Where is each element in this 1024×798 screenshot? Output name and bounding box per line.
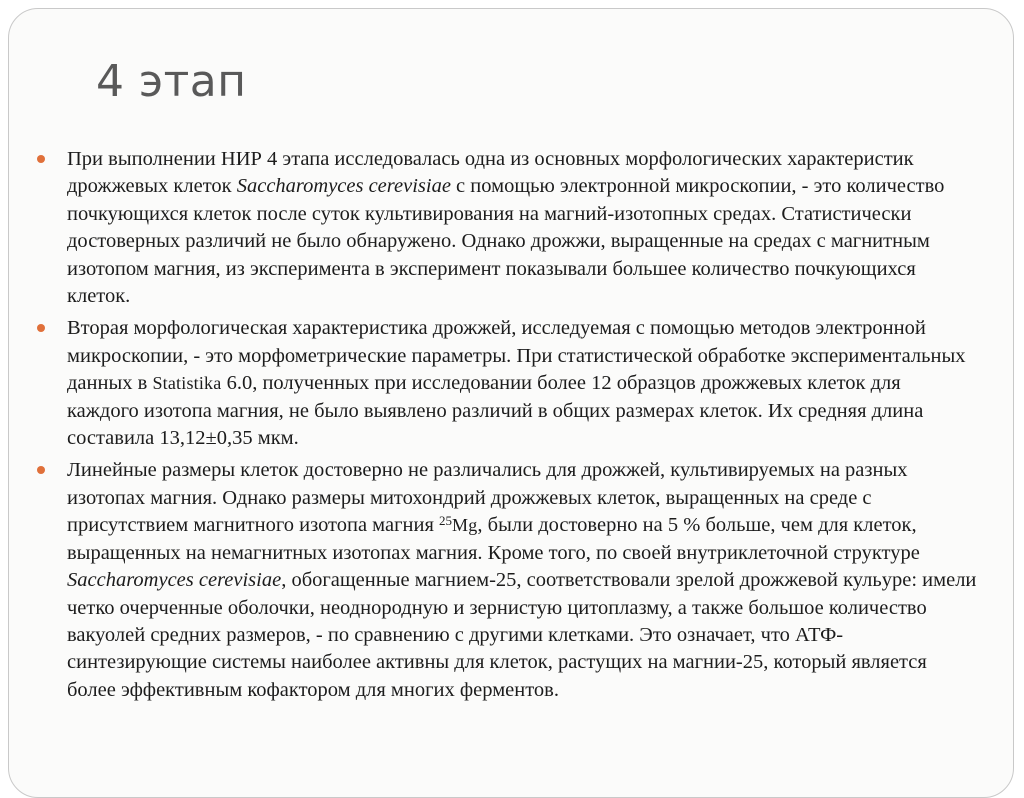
bullet-item-1 — [37, 146, 977, 310]
bullet-item-3 — [37, 457, 977, 704]
bullet-2-text-part-1: Вторая морфологическая характеристика дрожжей, исследуемая с помощью методов электронной микроскопии, - это морфометрические параметры. При статистической обработке экспериментальных данных в — [67, 317, 966, 395]
bullet-item-2 — [37, 315, 977, 452]
isotope-mass-number: 25 — [439, 513, 453, 529]
bullet-1-text-part-2: с помощью электронной микроскопии, - это количество почкующихся клеток после суток культивирования на магний-изотопных средах. Статистически достоверных различий не было обнаружено. Однако дрожжи, выращенные на средах с магнитным изотопом магния, из эксперимента в эксперимент показывали большее количество почкующихся клеток. — [67, 175, 945, 308]
bullet-3-text-part-1: Линейные размеры клеток достоверно не различались для дрожжей, культивируемых на разных изотопах магния. Однако размеры митохондрий дрожжевых клеток, выращенных на среде с присутствием магнитного изотопа магния — [67, 459, 908, 537]
bullet-2-text-part-2: 6.0, полученных при исследовании более 12 образцов дрожжевых клеток для каждого изотопа магния, не было выявлено различий в общих размерах клеток. Их средняя длина составила 13,12±0,35 мкм. — [67, 372, 924, 450]
species-name: Saccharomyces cerevisiae — [236, 175, 451, 198]
bullet-3-text-part-3: , обогащенные магнием-25, соответствовали зрелой дрожжевой кульуре: имели четко очерченные оболочки, неоднородную и зернистую цитоплазму, а также большое количество вакуолей средних размеров, - по сравнению с другими клетками. Это означает, что АТФ-синтезирующие системы наиболее активны для клеток, растущих на магнии-25, который является более эффективным кофактором для многих ферментов. — [67, 569, 977, 701]
software-name: Statistika — [152, 373, 222, 394]
bullet-marker-icon — [37, 324, 45, 332]
bullet-3-text-part-2: , были достоверно на 5 % больше, чем для клеток, выращенных на немагнитных изотопах магния. Кроме того, по своей внутриклеточной структуре — [67, 514, 920, 564]
bullet-1-text-part-1: При выполнении НИР 4 этапа исследовалась одна из основных морфологических характеристик дрожжевых клеток — [67, 148, 914, 198]
species-name: Saccharomyces cerevisiae — [67, 569, 282, 592]
bullet-marker-icon — [37, 466, 45, 474]
bullet-list — [37, 146, 977, 709]
bullet-marker-icon — [37, 155, 45, 163]
slide-title: 4 этап — [96, 56, 247, 107]
isotope-symbol: Mg — [452, 515, 478, 536]
